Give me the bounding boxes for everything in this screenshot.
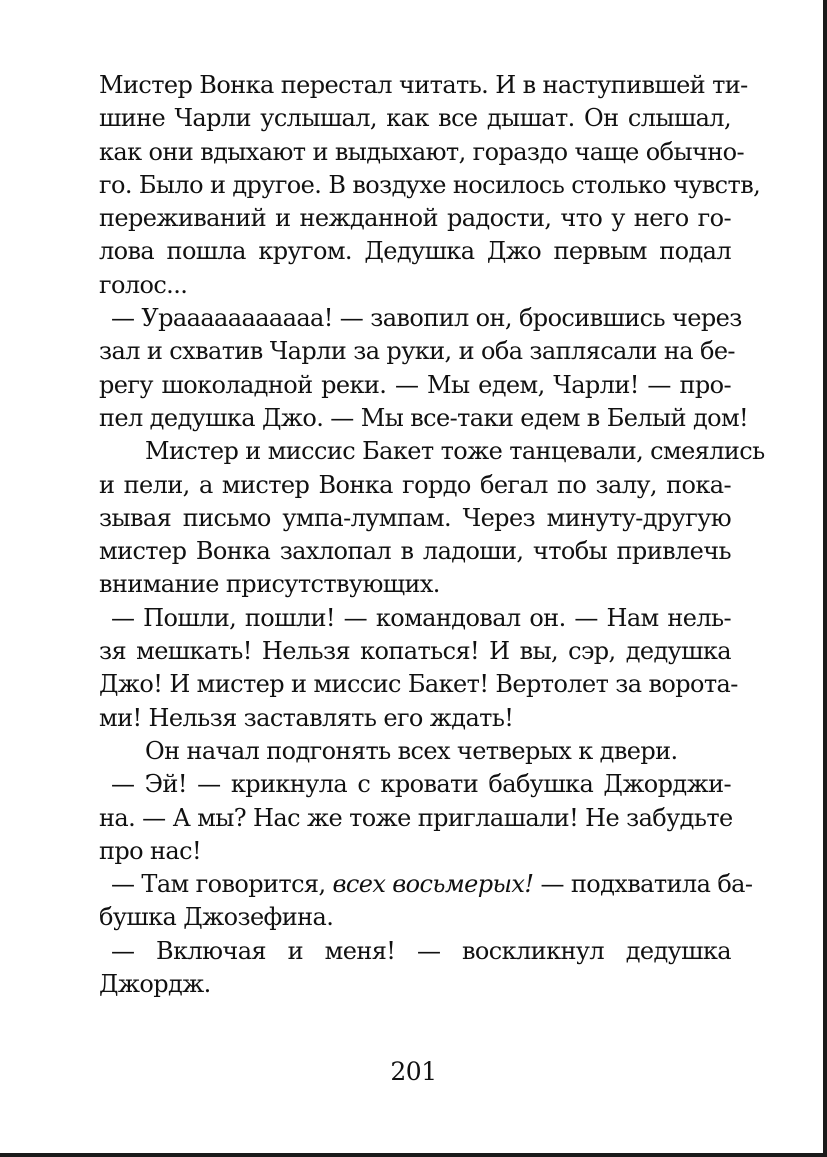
- text-line: Мистер и миссис Бакет тоже танцевали, смеялись: [145, 437, 765, 466]
- text-line: пел дедушка Джо. — Мы все-таки едем в Белый дом!: [99, 403, 749, 432]
- page-edge-bottom: [0, 1153, 827, 1157]
- text-line: — Включая и меня! — воскликнул дедушка: [111, 936, 731, 965]
- text-line: бушка Джозефина.: [99, 903, 334, 932]
- text-line: зя мешкать! Нельзя копаться! И вы, сэр, дедушка: [99, 637, 731, 666]
- italic-text-run: всех восьмерых!: [332, 870, 534, 899]
- text-line: шине Чарли услышал, как все дышат. Он слышал,: [99, 104, 731, 133]
- text-line: и пели, а мистер Вонка гордо бегал по залу, пока-: [99, 470, 731, 499]
- text-line: — Пошли, пошли! — командовал он. — Нам нель-: [111, 603, 731, 632]
- text-line: переживаний и нежданной радости, что у него го-: [99, 204, 731, 233]
- page-number: 201: [390, 1057, 437, 1086]
- text-run: — подхватила ба-: [533, 870, 753, 899]
- text-line: ми! Нельзя заставлять его ждать!: [99, 703, 514, 732]
- text-line: Джо! И мистер и миссис Бакет! Вертолет за ворота-: [99, 670, 738, 699]
- text-line-mixed: [99, 868, 753, 901]
- text-line: мистер Вонка захлопал в ладоши, чтобы привлечь: [99, 537, 731, 566]
- text-line: — Эй! — крикнула с кровати бабушка Джорджи-: [111, 770, 731, 799]
- text-line: — Урааааааааааа! — завопил он, бросившись через: [111, 304, 742, 333]
- text-line: зал и схватив Чарли за руки, и оба заплясали на бе-: [99, 337, 735, 366]
- text-line: про нас!: [99, 836, 202, 865]
- text-line: Он начал подгонять всех четверых к двери.: [145, 736, 678, 765]
- page-body-text: [99, 69, 765, 1001]
- text-line: Джордж.: [99, 970, 211, 999]
- text-line: голос...: [99, 270, 188, 299]
- text-line: регу шоколадной реки. — Мы едем, Чарли! — про-: [99, 370, 731, 399]
- page-edge-right: [823, 0, 827, 1157]
- text-line: Мистер Вонка перестал читать. И в наступившей ти-: [99, 71, 748, 99]
- text-line: го. Было и другое. В воздухе носилось столько чувств,: [99, 170, 761, 199]
- text-line: зывая письмо умпа-лумпам. Через минуту-другую: [99, 503, 731, 532]
- text-run: — Там говорится,: [111, 870, 333, 899]
- text-line: как они вдыхают и выдыхают, гораздо чаще обычно-: [99, 137, 745, 166]
- text-line: лова пошла кругом. Дедушка Джо первым подал: [99, 237, 731, 266]
- text-line: на. — А мы? Нас же тоже приглашали! Не забудьте: [99, 803, 733, 832]
- text-line: внимание присутствующих.: [99, 570, 440, 599]
